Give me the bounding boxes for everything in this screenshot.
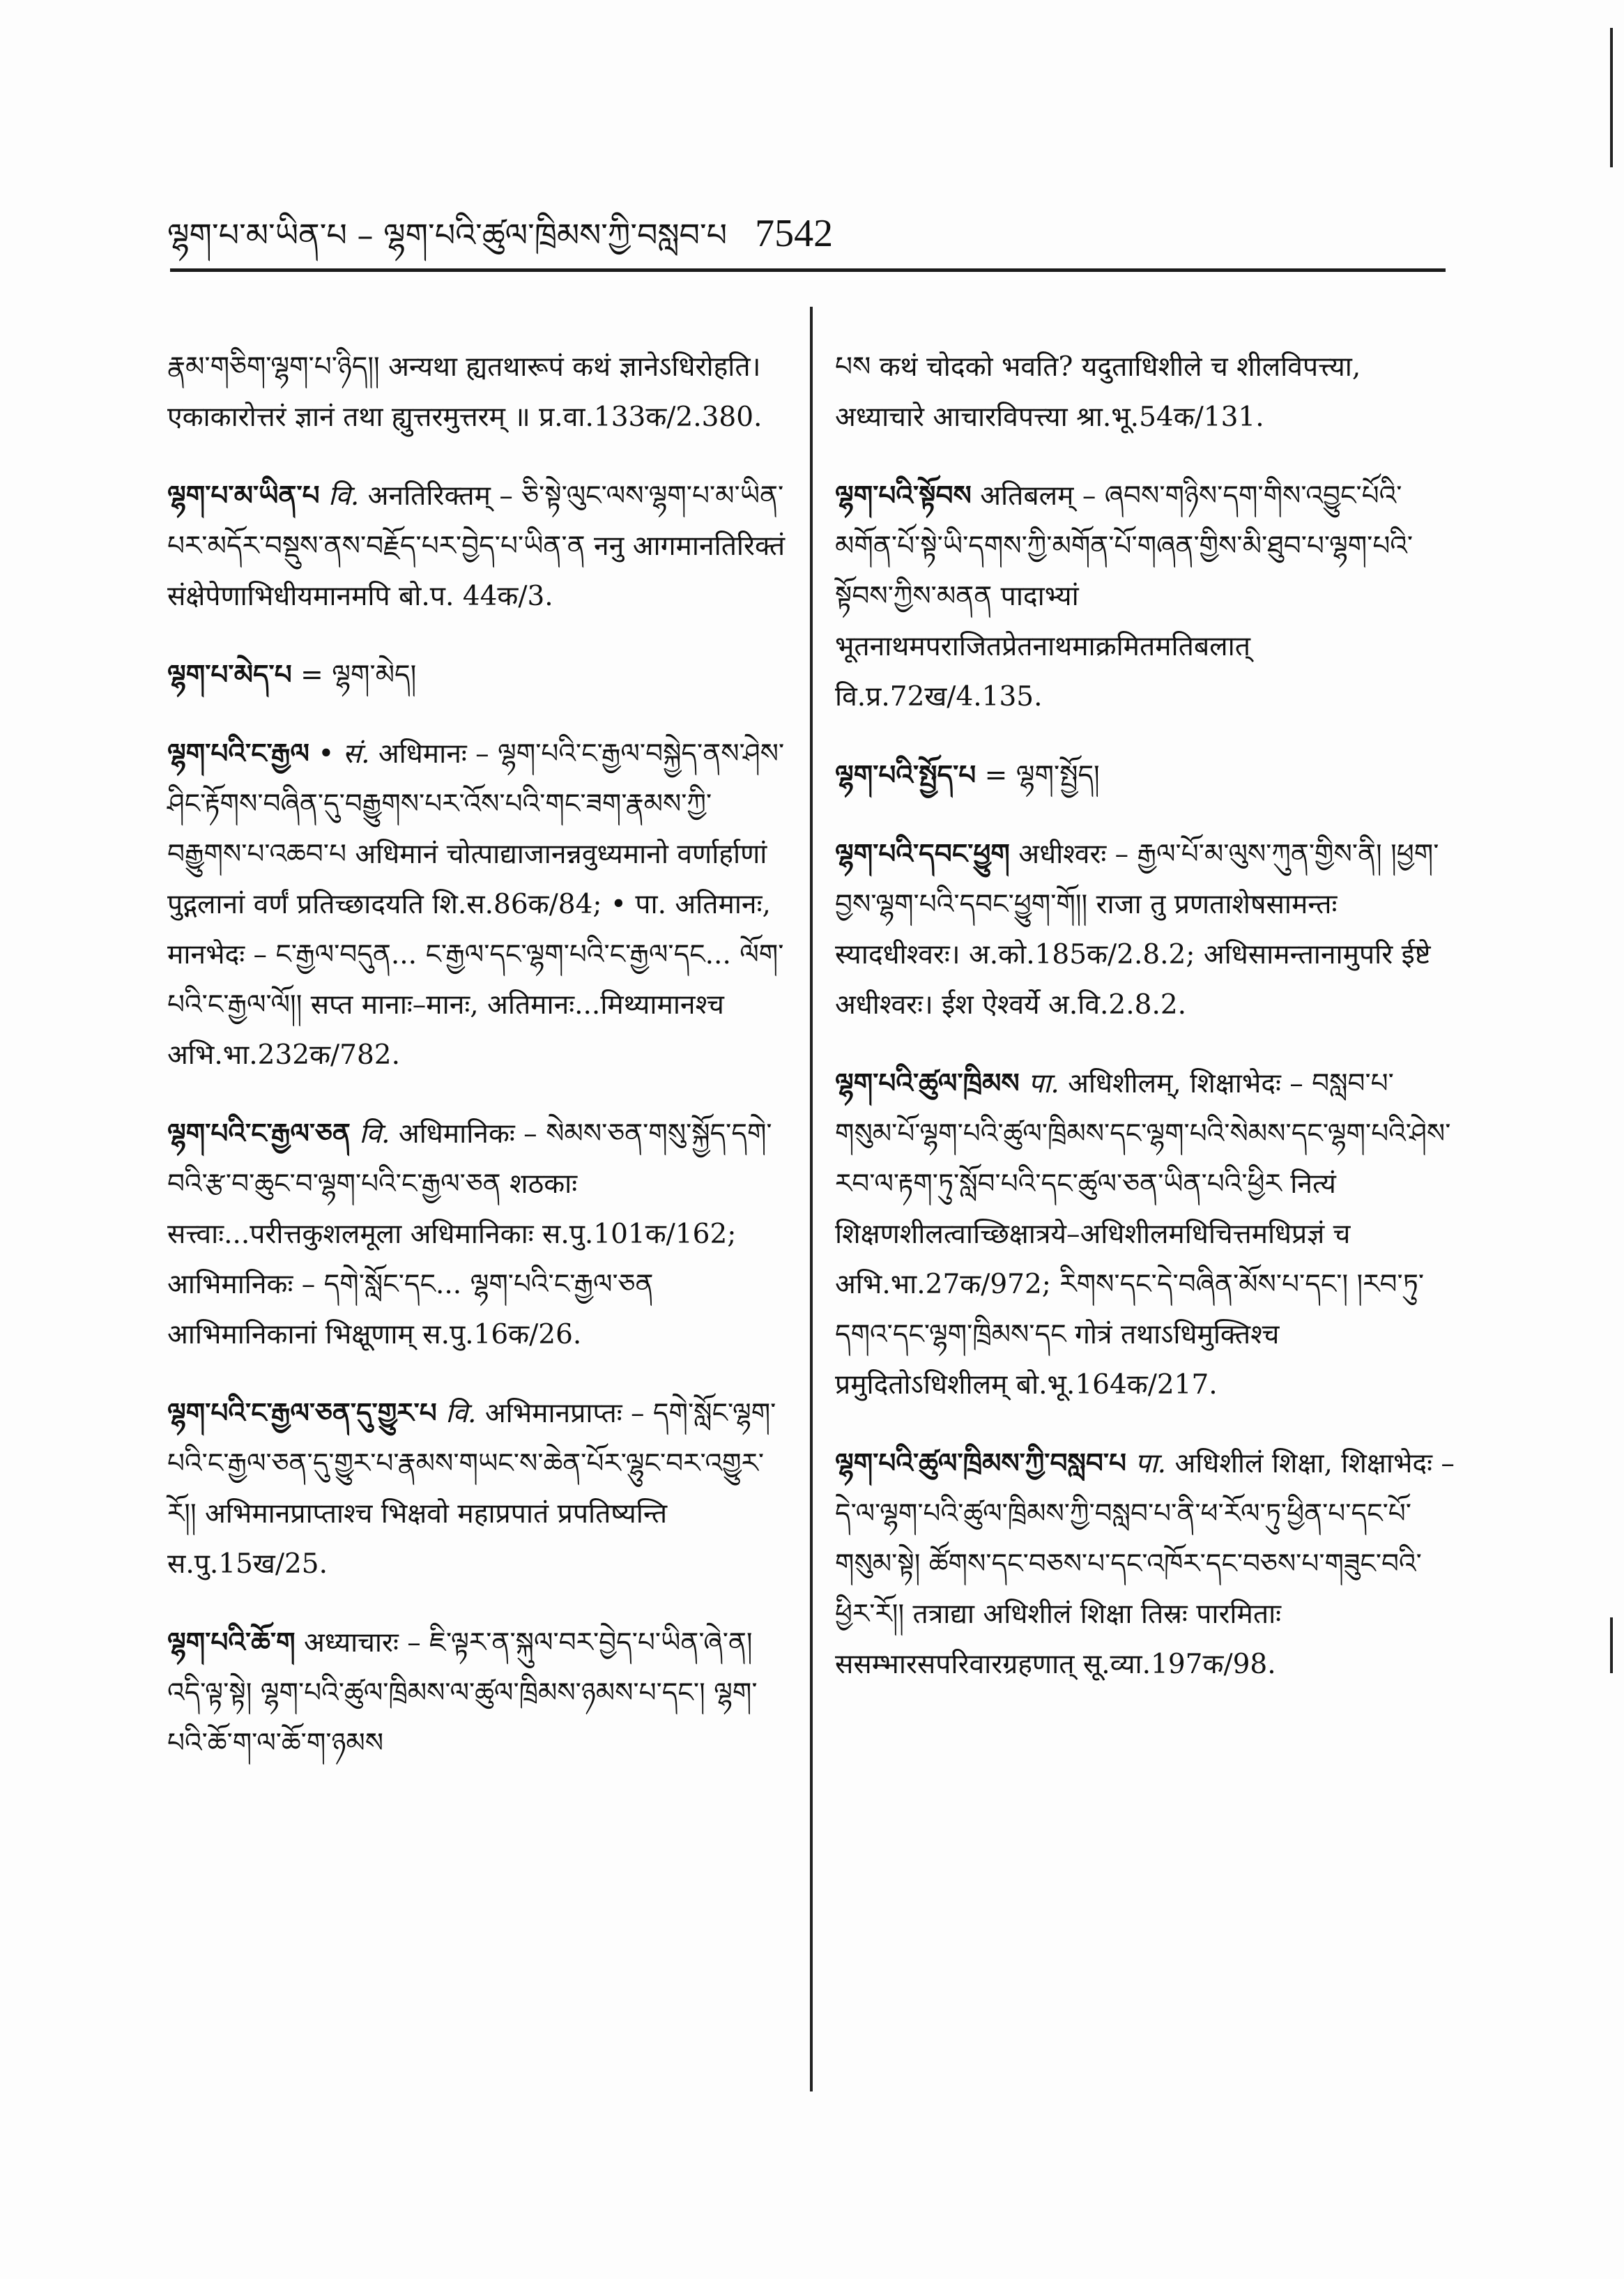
dictionary-entry: [835, 471, 1455, 722]
entry-headword: ལྷག་པའི་ང་རྒྱལ་ཅན: [167, 1118, 351, 1150]
entry-body: अधिमानिकः – སེམས་ཅན་གསུ་སྐྱོད་དགེ་བའི་རྩ་བ་ཆུང་བ་ལྷག་པའི་ང་རྒྱལ་ཅན शठकाः सत्त्वाः...परीत्तकुशलमूला अधिमानिकाः स.पु.101क/162; आभिमानिकः – དགེ་སློང་དང... ལྷག་པའི་ང་རྒྱལ་ཅན आभिमानिकानां भिक्षूणाम् स.पु.16क/26.: [167, 1118, 772, 1350]
entry-body: अधिशीलम्, शिक्षाभेदः – བསླབ་པ་གསུམ་པོ་ལྷག་པའི་ཚུལ་ཁྲིམས་དང་ལྷག་པའི་སེམས་དང་ལྷག་པའི་ཤེས་རབ་ལ་རྟག་ཏུ་སློབ་པའི་དང་ཚུལ་ཅན་ཡིན་པའི་ཕྱིར नित्यं शिक्षणशीलत्वाच्छिक्षात्रये–अधिशीलमधिचित्तमधिप्रज्ञं च अभि.भा.27क/972; རིགས་དང་དེ་བཞིན་མོས་པ་དང་། །རབ་ཏུ་དགའ་དང་ལྷག་ཁྲིམས་དང गोत्रं तथाऽधिमुक्तिश्च प्रमुदितोऽधिशीलम् बो.भू.164क/217.: [835, 1068, 1451, 1401]
entry-headword: ལྷག་པ་མེད་པ: [167, 659, 292, 691]
page-number: 7542: [755, 212, 834, 255]
dictionary-entry: [167, 729, 788, 1081]
entry-body: པས कथं चोदको भवति? यदुताधिशीले च शीलविपत्त्या, अध्याचारे आचारविपत्त्या श्रा.भू.54क/131.: [835, 351, 1361, 433]
entry-body: རྣམ་གཅིག་ལྷག་པ་ཉིད།། अन्यथा ह्यतथारूपं कथं ज्ञानेऽधिरोहति। एकाकारोत्तरं ज्ञानं तथा ह्युत्तरमुत्तरम् ॥ प्र.वा.133क/2.380.: [167, 351, 763, 433]
left-column: [167, 342, 788, 1797]
entry-grammar-tag: वि.: [359, 1118, 390, 1150]
scan-edge-mark: [1610, 28, 1613, 167]
entry-headword: ལྷག་པའི་དབང་ཕྱུག: [835, 838, 1010, 870]
entry-body: = ལྷག་མེད།: [300, 660, 417, 691]
dictionary-entry: [167, 1388, 788, 1590]
scan-edge-mark: [1610, 1617, 1613, 1673]
entry-body: अतिबलम् – ཞབས་གཉིས་དག་གིས་འབྱུང་པོའི་མགོན་པོ་སྟེ་ཡི་དགས་ཀྱི་མགོན་པོ་གཞན་གྱིས་མི་ཐུབ་པ་ལྷག་པའི་སྟོབས་ཀྱིས་མནན पादाभ्यां भूतनाथमपराजितप्रेतनाथमाक्रमितमतिबलात् वि.प्र.72ख/4.135.: [835, 480, 1414, 712]
dictionary-entry: [167, 471, 788, 622]
entry-headword: ལྷག་པའི་ང་རྒྱལ་ཅན་དུ་གྱུར་པ: [167, 1397, 437, 1429]
entry-headword: ལྷག་པའི་སྟོབས: [835, 480, 972, 512]
entry-body: अनतिरिक्तम् – ཅི་སྟེ་ལུང་ལས་ལྷག་པ་མ་ཡིན་པར་མདོར་བསྡུས་ནས་བརྗོད་པར་བྱེད་པ་ཡིན་ན ननु आगमानतिरिक्तं संक्षेपेणाभिधीयमानमपि बो.प. 44क/3.: [167, 480, 786, 612]
entry-headword: ལྷག་པ་མ་ཡིན་པ: [167, 480, 320, 512]
dictionary-entry: [835, 1438, 1455, 1690]
entry-grammar-tag: पा.: [1135, 1448, 1167, 1479]
entry-body: अध्याचारः – ཇི་ལྟར་ན་སྐུལ་བར་བྱེད་པ་ཡིན་ཞེ་ན། འདི་ལྟ་སྟེ། ལྷག་པའི་ཚུལ་ཁྲིམས་ལ་ཚུལ་ཁྲིམས་ཉམས་པ་དང་། ལྷག་པའི་ཆོ་ག་ལ་ཆོ་ག་ཉམས: [167, 1627, 758, 1759]
entry-headword: ལྷག་པའི་ཆོ་ག: [167, 1626, 296, 1659]
entry-headword: ལྷག་པའི་ཚུལ་ཁྲིམས་ཀྱི་བསླབ་པ: [835, 1447, 1127, 1479]
entry-grammar-tag: पा.: [1028, 1068, 1059, 1099]
header-rule: [170, 268, 1446, 272]
running-head-title: ལྷག་པ་མ་ཡིན་པ – ལྷག་པའི་ཚུལ་ཁྲིམས་ཀྱི་བསླབ་པ: [167, 216, 728, 254]
dictionary-entry: [167, 650, 788, 701]
right-column: [835, 342, 1455, 1718]
dictionary-entry: [167, 1108, 788, 1360]
dictionary-entry: [835, 1058, 1455, 1410]
entry-body: अभिमानप्राप्तः – དགེ་སློང་ལྷག་པའི་ང་རྒྱལ་ཅན་དུ་གྱུར་པ་རྣམས་གཡང་ས་ཆེན་པོར་ལྷུང་བར་འགྱུར་རོ།། अभिमानप्राप्ताश्च भिक्षवो महाप्रपातं प्रपतिष्यन्ति स.पु.15ख/25.: [167, 1398, 776, 1580]
dictionary-entry: [835, 342, 1455, 443]
dictionary-entry: [167, 342, 788, 443]
entry-grammar-tag: वि.: [328, 480, 360, 512]
entry-body: अधिशीलं शिक्षा, शिक्षाभेदः – དེ་ལ་ལྷག་པའི་ཚུལ་ཁྲིམས་ཀྱི་བསླབ་པ་ནི་ཕ་རོལ་ཏུ་ཕྱིན་པ་དང་པོ་གསུམ་སྟེ། ཚོགས་དང་བཅས་པ་དང་འཁོར་དང་བཅས་པ་གཟུང་བའི་ཕྱིར་རོ།། तत्राद्या अधिशीलं शिक्षा तिस्रः पारमिताः ससम्भारसपरिवारग्रहणात् सू.व्या.197क/98.: [835, 1448, 1455, 1680]
entry-headword: ལྷག་པའི་ང་རྒྱལ: [167, 738, 309, 770]
entry-headword: ལྷག་པའི་སྤྱོད་པ: [835, 759, 976, 791]
running-head: [167, 202, 1213, 265]
entry-body: = ལྷག་སྤྱོད།: [984, 760, 1100, 791]
column-divider: [810, 307, 813, 2091]
entry-headword: ལྷག་པའི་ཚུལ་ཁྲིམས: [835, 1067, 1020, 1099]
dictionary-entry: [835, 829, 1455, 1030]
entry-grammar-tag: • सं.: [318, 738, 370, 770]
entry-grammar-tag: वि.: [445, 1398, 477, 1429]
dictionary-entry: [835, 750, 1455, 801]
dictionary-entry: [167, 1617, 788, 1769]
entry-body: अधीश्वरः – རྒྱལ་པོ་མ་ལུས་ཀུན་གྱིས་ནི། །ཕྱག་བྱས་ལྷག་པའི་དབང་ཕྱུག་གོ།། राजा तु प्रणताशेषसामन्तः स्यादधीश्वरः। अ.को.185क/2.8.2; अधिसामन्तानामुपरि ईष्टे अधीश्वरः। ईश ऐश्वर्ये अ.वि.2.8.2.: [835, 839, 1439, 1021]
entry-body: अधिमानः – ལྷག་པའི་ང་རྒྱལ་བསྐྱེད་ནས་ཤེས་ཤིང་རྟོགས་བཞིན་དུ་བརྒྱུགས་པར་འོས་པའི་གང་ཟག་རྣམས་ཀྱི་བརྒྱུགས་པ་འཆབ་པ अधिमानं चोत्पाद्याजानन्नवुध्यमानो वर्णार्हाणां पुद्गलानां वर्णं प्रतिच्छादयति शि.स.86क/84; • पा. अतिमानः, मानभेदः – ང་རྒྱལ་བདུན... ང་རྒྱལ་དང་ལྷག་པའི་ང་རྒྱལ་དང... ལོག་པའི་ང་རྒྱལ་ལོ།། सप्त मानाः–मानः, अतिमानः...मिथ्यामानश्च अभि.भा.232क/782.: [167, 738, 785, 1071]
